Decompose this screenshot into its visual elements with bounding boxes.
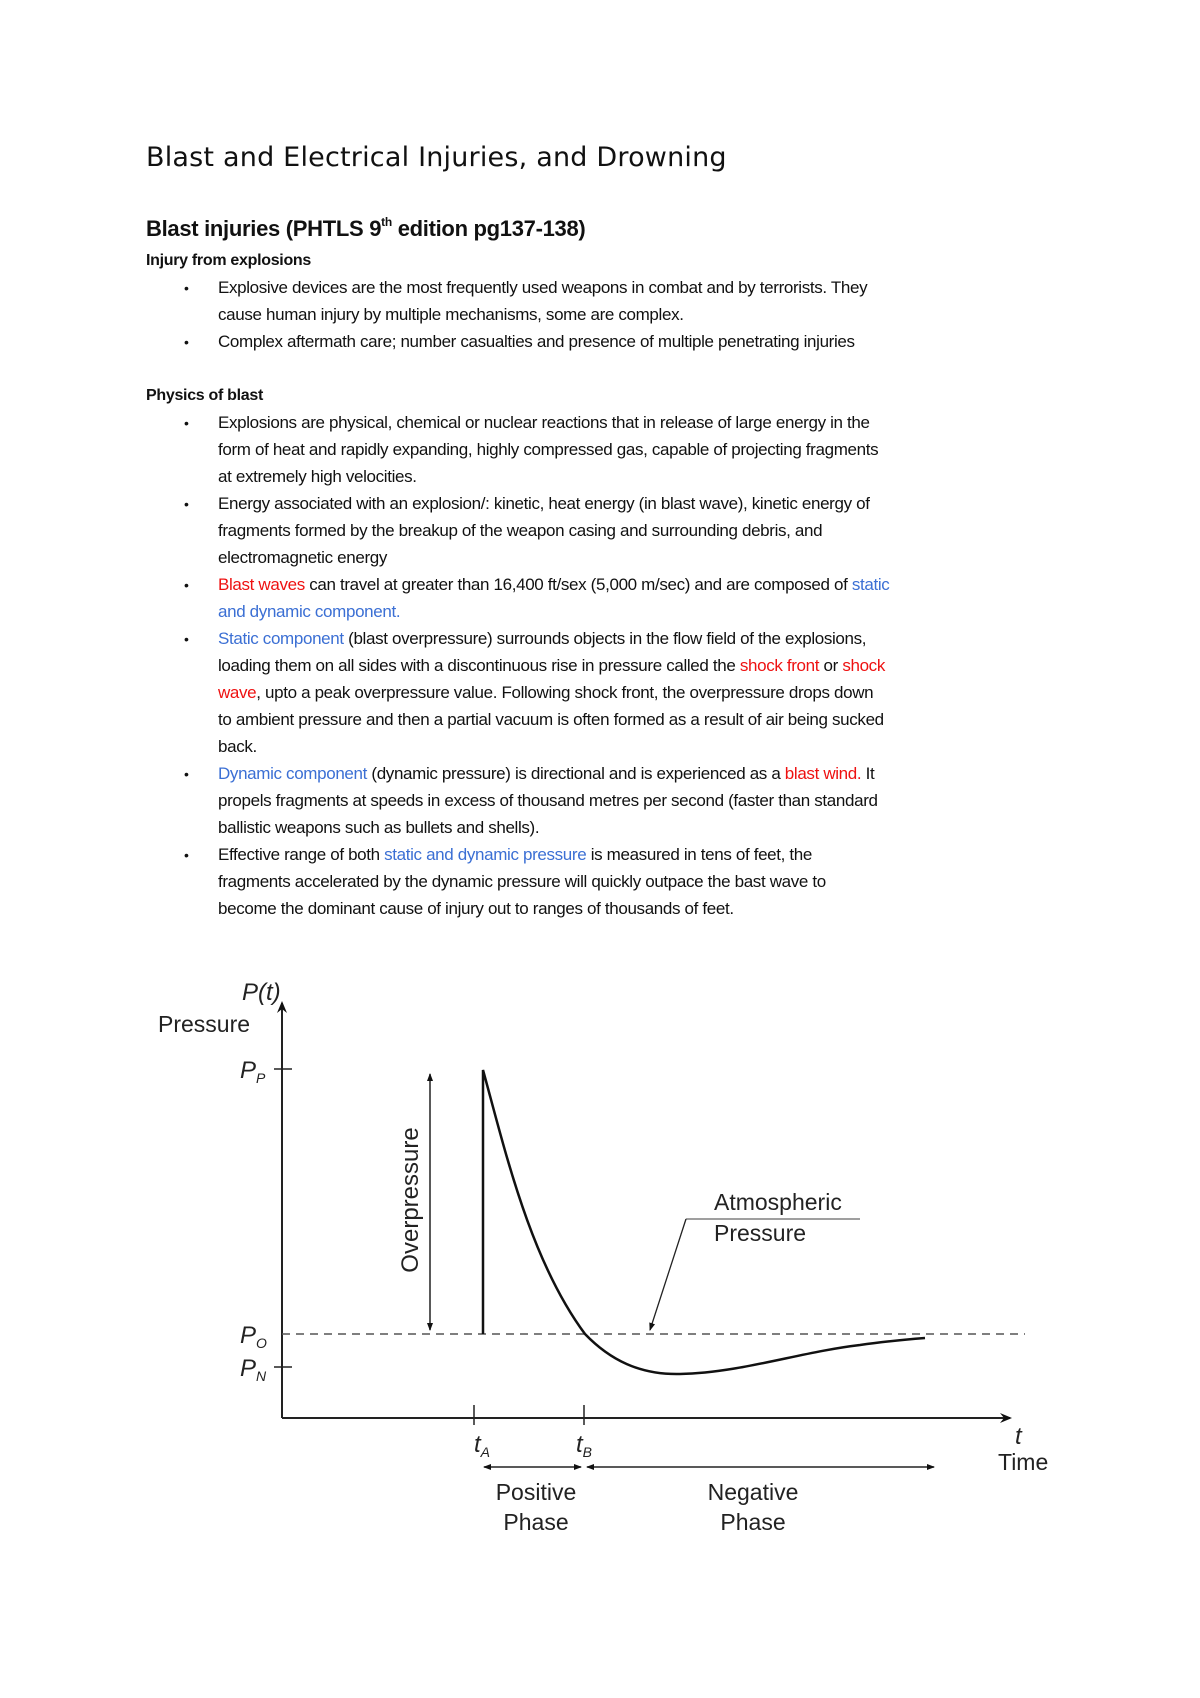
bullet-icon: •: [184, 847, 189, 863]
positive-phase-label-1: Positive: [495, 1479, 577, 1505]
bullet-icon: •: [184, 280, 189, 296]
list-item-text: to ambient pressure and then a partial vacuum is often formed as a result of air being sucked: [218, 710, 884, 729]
list-item-text: Energy associated with an explosion/: kinetic, heat energy (in blast wave), kinetic energy of: [218, 494, 870, 513]
text-segment: loading them on all sides with a discontinuous rise in pressure called the: [218, 656, 740, 675]
term-dynamic-component: and dynamic component.: [218, 602, 401, 621]
negative-phase-label-1: Negative: [707, 1479, 799, 1505]
section-heading-blast-injuries: [146, 216, 585, 242]
text-segment: can travel at greater than 16,400 ft/sex (5,000 m/sec) and are composed of: [304, 575, 852, 594]
bullet-icon: •: [184, 631, 189, 647]
heading-main: Blast injuries (PHTLS 9: [146, 216, 382, 241]
subheading-physics-of-blast: Physics of blast: [146, 387, 264, 404]
pn-label: $P_N$: [240, 1355, 267, 1384]
atmospheric-label-2: Pressure: [714, 1220, 807, 1246]
list-item-text: cause human injury by multiple mechanisms, some are complex.: [218, 305, 684, 324]
term-shock-wave-cont: wave: [218, 683, 257, 702]
list-item-text: electromagnetic energy: [218, 548, 388, 567]
list-item-text: [218, 629, 866, 649]
term-shock-wave: shock: [842, 656, 885, 675]
y-axis-symbol: P(t): [242, 979, 281, 1006]
bullet-icon: •: [184, 766, 189, 782]
text-segment: is measured in tens of feet, the: [586, 845, 812, 864]
positive-phase-label-2: Phase: [503, 1509, 569, 1535]
list-item-text: propels fragments at speeds in excess of thousand metres per second (faster than standard: [218, 791, 878, 810]
text-segment: It: [861, 764, 875, 783]
bullet-icon: •: [184, 496, 189, 512]
negative-phase-label-2: Phase: [720, 1509, 786, 1535]
y-axis-label: Pressure: [158, 1011, 251, 1037]
bullet-icon: •: [184, 415, 189, 431]
list-item-text: at extremely high velocities.: [218, 467, 417, 486]
list-item-text: fragments formed by the breakup of the weapon casing and surrounding debris, and: [218, 521, 823, 540]
term-static: static: [851, 575, 890, 594]
blast-wave-pressure-diagram: [140, 960, 1060, 1540]
atmospheric-label-1: Atmospheric: [714, 1189, 842, 1215]
list-item-text: ballistic weapons such as bullets and shells).: [218, 818, 540, 837]
list-item-text: [218, 575, 889, 595]
list-item-text: form of heat and rapidly expanding, highly compressed gas, capable of projecting fragments: [218, 440, 879, 459]
text-segment: , upto a peak overpressure value. Following shock front, the overpressure drops down: [256, 683, 874, 702]
list-item-text: [218, 764, 874, 784]
term-blast-wind: blast wind.: [784, 764, 862, 783]
x-axis-symbol: t: [1015, 1423, 1022, 1450]
term-shock-front: shock front: [739, 656, 820, 675]
text-segment: (dynamic pressure) is directional and is experienced as a: [367, 764, 785, 783]
list-item-text: [218, 656, 885, 676]
term-static-and-dynamic-pressure: static and dynamic pressure: [384, 845, 587, 864]
tb-label: $t_B$: [576, 1431, 593, 1460]
overpressure-label: Overpressure: [397, 1127, 424, 1273]
document-title: Blast and Electrical Injuries, and Drowning: [146, 142, 727, 173]
heading-superscript: th: [381, 215, 392, 229]
pressure-curve: [483, 1070, 925, 1374]
text-segment: (blast overpressure) surrounds objects in the flow field of the explosions,: [343, 629, 867, 648]
text-segment: or: [819, 656, 843, 675]
pp-label: $P_P$: [240, 1057, 266, 1086]
term-dynamic-component: Dynamic component: [218, 764, 368, 783]
list-item-text: Complex aftermath care; number casualties and presence of multiple penetrating injuries: [218, 332, 855, 351]
list-item-text: become the dominant cause of injury out to ranges of thousands of feet.: [218, 899, 734, 918]
term-static-component: Static component: [218, 629, 344, 648]
list-item-text: fragments accelerated by the dynamic pressure will quickly outpace the bast wave to: [218, 872, 826, 891]
ta-label: $t_A$: [474, 1431, 491, 1460]
bullet-icon: •: [184, 577, 189, 593]
po-label: $P_O$: [240, 1322, 267, 1351]
list-item-text: [218, 683, 873, 703]
list-item-text: Explosions are physical, chemical or nuclear reactions that in release of large energy in the: [218, 413, 870, 432]
list-item-text: [218, 845, 812, 865]
text-segment: Effective range of both: [218, 845, 385, 864]
x-axis-label: Time: [998, 1449, 1049, 1475]
heading-rest: edition pg137-138): [391, 216, 586, 241]
list-item-text: Explosive devices are the most frequently used weapons in combat and by terrorists. They: [218, 278, 868, 297]
bullet-icon: •: [184, 334, 189, 350]
subheading-injury-from-explosions: Injury from explosions: [146, 252, 311, 269]
list-item-text: back.: [218, 737, 257, 756]
term-blast-waves: Blast waves: [218, 575, 305, 594]
